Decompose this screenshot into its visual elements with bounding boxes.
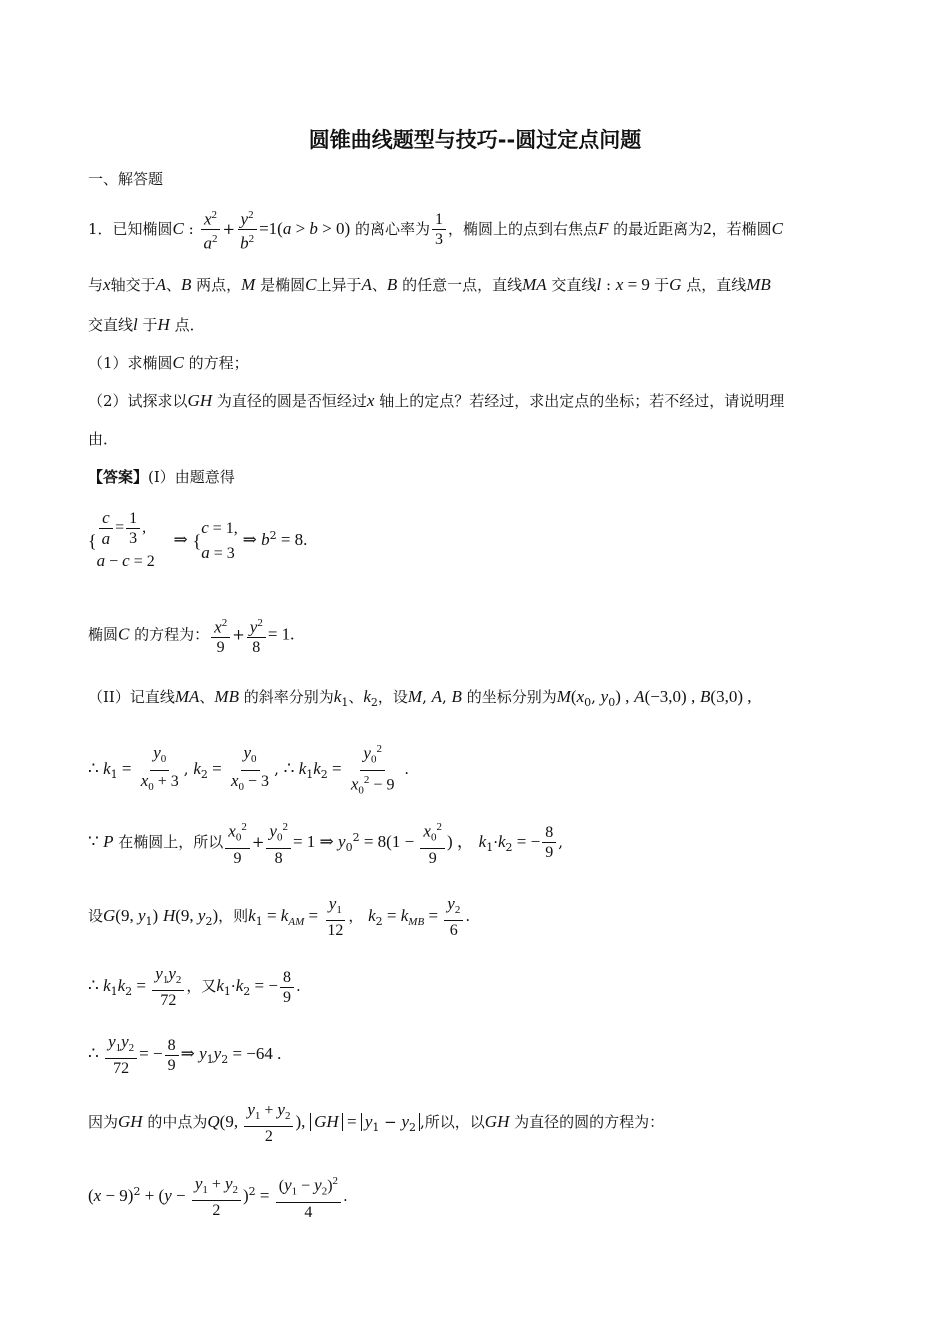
set-g-h: 设G(9, $y_1$) H(9, $y_2$)，则$k_1 = k_{AM}$ = $\frac{y_1}{12}$ ， $k_2 = k_{MB}$ = $\frac{y_2}{6}$ . bbox=[88, 894, 471, 940]
page-title: 圆锥曲线题型与技巧--圆过定点问题 bbox=[308, 128, 642, 152]
answer-heading: 【答案】(I）由题意得 bbox=[88, 468, 235, 486]
problem-line-3: 交直线l 于H 点． bbox=[88, 315, 205, 334]
because-line: ∵ P 在椭圆上，所以 $\frac{x_0^2}{9}$ + $\frac{y_0^2}{8}$ = 1 ⇒ $y_0^2 = 8(1$ − $\frac{x_0^2}{9}$ ) ， $k_1\cdot k_2$ = − $\frac{8}{9}$ , bbox=[88, 818, 866, 868]
question-1: （1）求椭圆C 的方程； bbox=[88, 353, 249, 372]
ellipse-equation: 椭圆C 的方程为： $\frac{x^2}{9}$ + $\frac{y^2}{8}$ = 1. bbox=[88, 614, 866, 657]
section-heading: 一、解答题 bbox=[88, 170, 164, 188]
product-line: ∴ $k_1k_2$ = $\frac{y_1y_2}{72}$ ，又$k_1\cdot k_2$ = − $\frac{8}{9}$ . bbox=[88, 964, 301, 1010]
midpoint-line: 因为GH 的中点为Q(9, $\frac{y_1 + y_2}{2}$ ), GH = $y_1 - y_2$ ,所以，以GH 为直径的圆的方程为： bbox=[88, 1100, 665, 1146]
question-2: （2）试探求以GH 为直径的圆是否恒经过x 轴上的定点？若经过，求出定点的坐标；若不经过，请说明理 bbox=[88, 391, 785, 410]
part-2-intro: （II）记直线MA、MB 的斜率分别为$k_1$、$k_2$，设M, A, B 的坐标分别为$M(x_0$, $y_0$) , A(−3,0) , B(3,0) , bbox=[88, 687, 752, 709]
result-line: ∴ $\frac{y_1y_2}{72}$ = − $\frac{8}{9}$ ⇒ $y_1y_2 = -64$ . bbox=[88, 1032, 282, 1078]
circle-equation: $(x - 9)^2 + (y$ − $\frac{y_1 + y_2}{2}$ )$^2$ = $\frac{(y_1 - y_2)^2}{4}$ . bbox=[88, 1173, 348, 1221]
problem-line-2: 与x轴交于A、B 两点，M 是椭圆C上异于A、B 的任意一点，直线MA 交直线l : x = 9 于G 点，直线MB bbox=[88, 275, 771, 294]
slope-formulas: ∴ $k_1$ = $\frac{y_0}{x_0 + 3}$ , $k_2$ = $\frac{y_0}{x_0 - 3}$ , ∴ $k_1k_2$ = $\frac{y_0^2}{x_0^2 - 9}$ . bbox=[88, 740, 866, 800]
problem-line-1: 1．已知椭圆C : $\frac{x^2}{a^2}$ + $\frac{y^2}{b^2}$ =1(a > b > 0) 的离心率为 $\frac{1}{3}$ ，椭圆上的点到右焦点F 的最近距离为2，若椭圆C bbox=[88, 206, 866, 254]
question-2-cont: 由． bbox=[88, 430, 119, 448]
answer-system: { $\frac{c}{a}$ = $\frac{1}{3}$ , a − c = 2 ⇒ { c = 1, a = 3 ⇒ $b^2 = 8$. bbox=[88, 508, 308, 570]
